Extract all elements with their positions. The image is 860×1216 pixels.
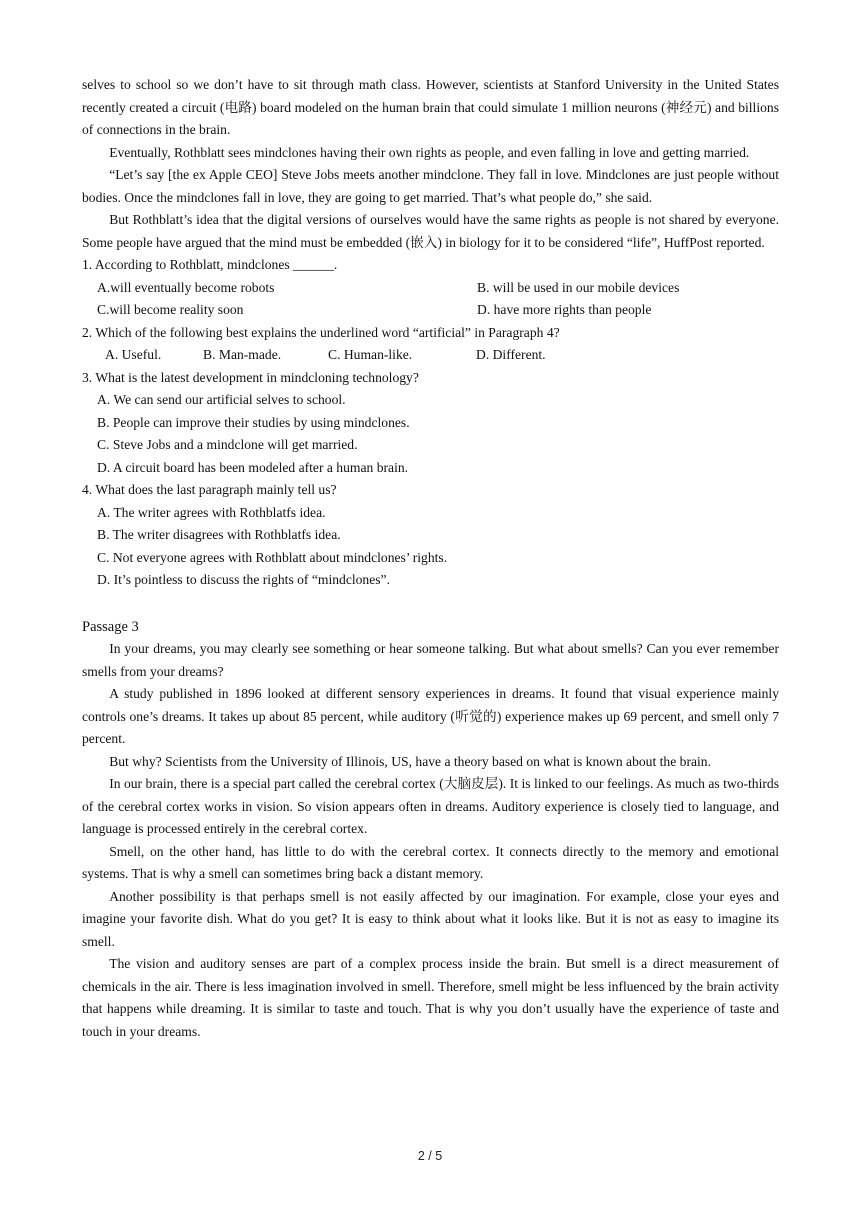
- paragraph: In your dreams, you may clearly see something or hear someone talking. But what about smells? Can you ever remember smells from your dreams?: [82, 641, 779, 679]
- passage-title: Passage 3: [82, 618, 139, 635]
- option-a: A. Useful.: [105, 347, 162, 362]
- question-2: [82, 322, 779, 367]
- option-a: A. The writer agrees with Rothblatfs idea.: [97, 504, 326, 520]
- page-number: 2 / 5: [417, 1149, 443, 1163]
- question-stem: 4. What does the last paragraph mainly tell us?: [82, 482, 337, 497]
- document-page: [82, 74, 779, 1043]
- paragraph: Another possibility is that perhaps smell is not easily affected by our imagination. For example, close your eyes and imagine your favorite dish. What do you get? It is easy to think about what it looks like. But it is not as easy to imagine its smell.: [82, 888, 779, 949]
- option-row: [105, 344, 779, 367]
- paragraph: The vision and auditory senses are part of a complex process inside the brain. But smell is a direct measurement of chemicals in the air. There is less imagination involved in smell. Therefore, smell might be less influenced by the brain activity that happens while dreaming. It is similar to taste and touch. That is why you don’t usually have the experience of taste and touch in your dreams.: [82, 956, 779, 1039]
- paragraph: Eventually, Rothblatt sees mindclones having their own rights as people, and even falling in love and getting married.: [109, 144, 750, 160]
- option-c: C.will become reality soon: [97, 302, 244, 317]
- question-stem: 3. What is the latest development in mindcloning technology?: [82, 369, 419, 385]
- option-d: D. A circuit board has been modeled after a human brain.: [97, 459, 409, 475]
- option-b: B. People can improve their studies by using mindclones.: [97, 414, 410, 430]
- question-stem: 1. According to Rothblatt, mindclones ______.: [82, 257, 338, 272]
- option-a: A. We can send our artificial selves to school.: [97, 392, 346, 407]
- paragraph: But Rothblatt’s idea that the digital versions of ourselves would have the same rights as people is not shared by everyone. Some people have argued that the mind must be embedded (嵌入) in biology for it to be considered “life”, HuffPost reported.: [82, 212, 779, 250]
- paragraph: But why? Scientists from the University of Illinois, US, have a theory based on what is known about the brain.: [109, 753, 711, 769]
- option-c: C. Not everyone agrees with Rothblatt about mindclones’ rights.: [97, 549, 448, 565]
- option-d: D. Different.: [476, 347, 546, 362]
- option-b: B. Man-made.: [203, 347, 282, 362]
- question-3: [82, 367, 779, 480]
- option-row: [97, 299, 779, 322]
- option-c: C. Steve Jobs and a mindclone will get married.: [97, 437, 358, 452]
- option-b: B. The writer disagrees with Rothblatfs idea.: [97, 527, 341, 542]
- paragraph: Smell, on the other hand, has little to do with the cerebral cortex. It connects directly to the memory and emotional systems. That is why a smell can sometimes bring back a distant memory.: [82, 843, 779, 881]
- option-a: A.will eventually become robots: [97, 279, 275, 295]
- paragraph: “Let’s say [the ex Apple CEO] Steve Jobs meets another mindclone. They fall in love. Mindclones are just people without bodies. Once the mindclones fall in love, they are going to get married. That’s what people do,” she said.: [82, 167, 779, 205]
- option-d: D. have more rights than people: [477, 302, 652, 317]
- paragraph: selves to school so we don’t have to sit through math class. However, scientists at Stanford University in the United States recently created a circuit (电路) board modeled on the human brain that could simulate 1 million neurons (神经元) and billions of connections in the brain.: [82, 77, 779, 137]
- question-1: [82, 254, 779, 322]
- option-row: [97, 277, 779, 300]
- question-4: [82, 479, 779, 592]
- paragraph: In our brain, there is a special part called the cerebral cortex (大脑皮层). It is linked to our feelings. As much as two-thirds of the cerebral cortex works in vision. So vision appears often in dreams. Auditory experience is closely tied to language, and language is processed entirely in the cerebral cortex.: [82, 776, 779, 836]
- option-b: B. will be used in our mobile devices: [477, 279, 680, 295]
- question-stem: 2. Which of the following best explains the underlined word “artificial” in Paragraph 4?: [82, 324, 560, 340]
- option-d: D. It’s pointless to discuss the rights of “mindclones”.: [97, 572, 390, 587]
- option-c: C. Human-like.: [328, 347, 413, 362]
- paragraph: A study published in 1896 looked at different sensory experiences in dreams. It found that visual experience mainly controls one’s dreams. It takes up about 85 percent, while auditory (听觉的) experience makes up 69 percent, and smell only 7 percent.: [82, 686, 779, 746]
